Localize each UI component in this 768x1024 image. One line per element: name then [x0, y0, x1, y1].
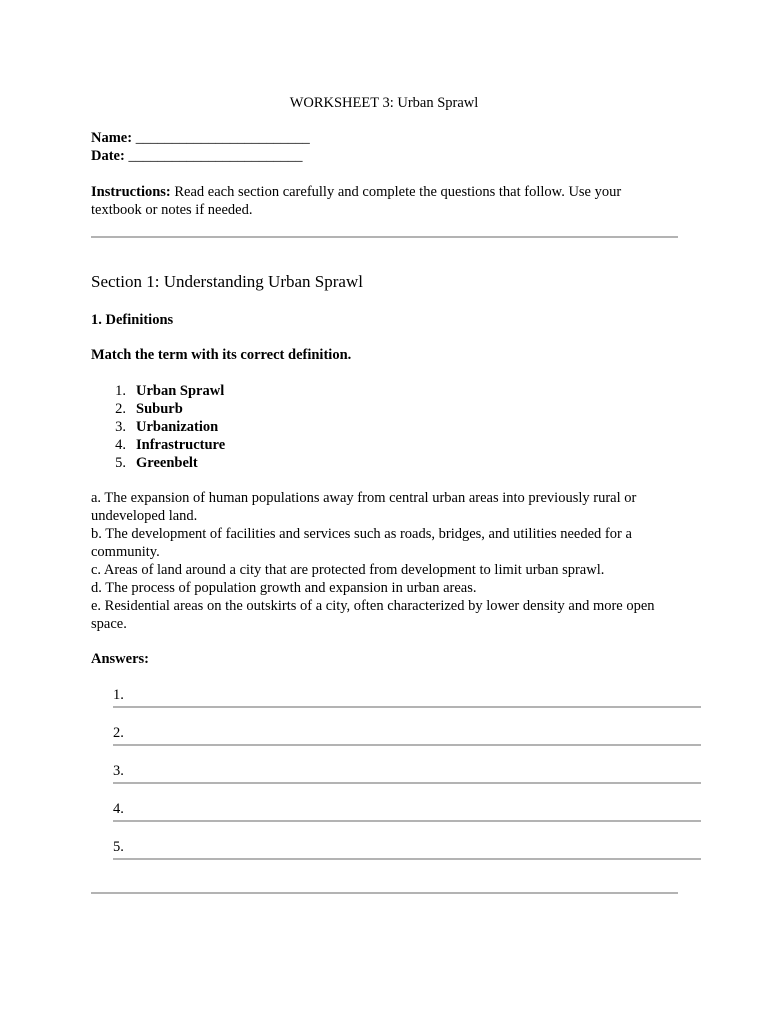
list-item-term: Urban Sprawl: [136, 383, 225, 399]
answer-line-4[interactable]: [113, 800, 701, 820]
date-label: Date:: [91, 148, 125, 164]
definition-line: space.: [91, 616, 127, 632]
instructions: [91, 183, 691, 219]
horizontal-divider-top: [91, 236, 678, 238]
definition-line: b. The development of facilities and services such as roads, bridges, and utilities needed for a: [91, 526, 632, 542]
answer-number: 1.: [113, 687, 124, 703]
instructions-line-1: [91, 183, 691, 201]
list-item-number: 4.: [115, 437, 126, 453]
answer-number: 4.: [113, 801, 124, 817]
answers-label: Answers:: [91, 651, 149, 667]
date-blank[interactable]: ________________________: [128, 148, 303, 164]
answer-underline: [113, 744, 701, 746]
definition-line: a. The expansion of human populations away from central urban areas into previously rural or: [91, 490, 637, 506]
match-prompt: Match the term with its correct definition.: [91, 347, 352, 363]
definitions-block: [91, 489, 711, 633]
list-item-term: Greenbelt: [136, 455, 198, 471]
list-item-number: 1.: [115, 383, 126, 399]
definition-line: c. Areas of land around a city that are protected from development to limit urban sprawl.: [91, 562, 605, 578]
list-item-number: 5.: [115, 455, 126, 471]
name-label: Name:: [91, 130, 133, 146]
answer-number: 5.: [113, 839, 124, 855]
answer-underline: [113, 858, 701, 860]
list-item-number: 3.: [115, 419, 126, 435]
instructions-text-1: Read each section carefully and complete the questions that follow. Use your: [174, 184, 622, 200]
worksheet-title-text: WORKSHEET 3: Urban Sprawl: [289, 95, 479, 111]
name-line: [91, 129, 310, 147]
answer-line-5[interactable]: [113, 838, 701, 858]
answer-number: 2.: [113, 725, 124, 741]
name-blank[interactable]: ________________________: [135, 130, 310, 146]
worksheet-title: [0, 94, 768, 112]
definition-line: e. Residential areas on the outskirts of a city, often characterized by lower density and more open: [91, 598, 655, 614]
definition-line: undeveloped land.: [91, 508, 198, 524]
list-item-term: Infrastructure: [136, 437, 226, 453]
answer-line-2[interactable]: [113, 724, 701, 744]
definition-line: community.: [91, 544, 160, 560]
answer-underline: [113, 820, 701, 822]
date-line: [91, 147, 302, 165]
section-heading: Section 1: Understanding Urban Sprawl: [91, 272, 363, 291]
list-item-term: Urbanization: [136, 419, 219, 435]
definition-line: d. The process of population growth and expansion in urban areas.: [91, 580, 477, 596]
instructions-label: Instructions:: [91, 184, 171, 200]
definitions-subheading: 1. Definitions: [91, 312, 174, 328]
answer-line-3[interactable]: [113, 762, 701, 782]
list-item-term: Suburb: [136, 401, 183, 417]
instructions-text-2: textbook or notes if needed.: [91, 202, 253, 218]
answer-number: 3.: [113, 763, 124, 779]
horizontal-divider-bottom: [91, 892, 678, 894]
list-item-number: 2.: [115, 401, 126, 417]
answer-underline: [113, 782, 701, 784]
answer-line-1[interactable]: [113, 686, 701, 706]
answer-underline: [113, 706, 701, 708]
